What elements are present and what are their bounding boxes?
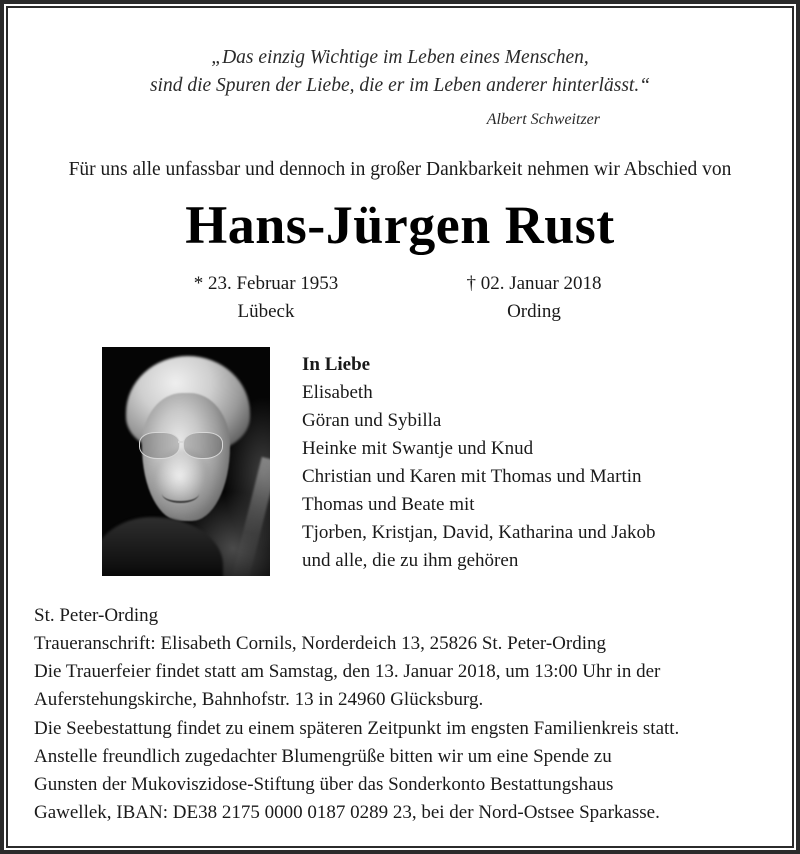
family-line: Heinke mit Swantje und Knud xyxy=(302,437,534,459)
frame-inner-rule xyxy=(6,6,794,848)
detail-line: Anstelle freundlich zugedachter Blumengrüße bitten wir um eine Spende zu xyxy=(34,745,612,767)
birth-date: * 23. Februar 1953 xyxy=(193,273,339,295)
family-line: Tjorben, Kristjan, David, Katharina und Jakob xyxy=(302,521,656,543)
photo-glasses-bridge xyxy=(178,441,185,443)
photo-and-family xyxy=(32,347,768,576)
deceased-name: Hans-Jürgen Rust xyxy=(185,195,615,256)
birth-place: Lübeck xyxy=(237,300,295,322)
life-dates xyxy=(32,270,768,325)
portrait-photo xyxy=(102,347,270,576)
detail-line: Traueranschrift: Elisabeth Cornils, Norderdeich 13, 25826 St. Peter-Ording xyxy=(34,633,606,655)
detail-line: Gunsten der Mukoviszidose-Stiftung über das Sonderkonto Bestattungshaus xyxy=(34,773,614,795)
notice-sheet xyxy=(8,8,792,846)
family-line: Elisabeth xyxy=(302,382,373,404)
photo-cheek-highlight xyxy=(152,450,212,514)
photo-smile xyxy=(162,485,199,503)
family-line: Göran und Sybilla xyxy=(302,410,442,431)
quote-line-1: „Das einzig Wichtige im Leben eines Menschen, xyxy=(211,47,589,68)
death-date: † 02. Januar 2018 xyxy=(466,273,602,295)
funeral-details xyxy=(32,602,768,827)
family-line: Thomas und Beate mit xyxy=(302,493,475,515)
intro-text: Für uns alle unfassbar und dennoch in großer Dankbarkeit nehmen wir Abschied von xyxy=(68,159,732,181)
death-place: Ording xyxy=(507,300,561,322)
memorial-quote xyxy=(32,44,768,99)
death-column xyxy=(446,270,622,325)
detail-line: St. Peter-Ording xyxy=(34,605,159,627)
photo-glasses-left-lens xyxy=(139,432,180,459)
birth-column xyxy=(178,270,354,325)
detail-line: Auferstehungskirche, Bahnhofstr. 13 in 24960 Glücksburg. xyxy=(34,689,484,711)
family-list xyxy=(302,347,656,574)
detail-line: Gawellek, IBAN: DE38 2175 0000 0187 0289 23, bei der Nord-Ostsee Sparkasse. xyxy=(34,801,660,823)
detail-line: Die Trauerfeier findet statt am Samstag, den 13. Januar 2018, um 13:00 Uhr in der xyxy=(34,661,661,683)
photo-glasses-right-lens xyxy=(183,432,224,459)
quote-line-2: sind die Spuren der Liebe, die er im Leben anderer hinterlässt.“ xyxy=(149,74,651,96)
detail-line: Die Seebestattung findet zu einem späteren Zeitpunkt im engsten Familienkreis statt. xyxy=(34,717,680,739)
quote-attribution: Albert Schweitzer xyxy=(486,111,600,129)
family-heading: In Liebe xyxy=(302,354,371,376)
family-line: und alle, die zu ihm gehören xyxy=(302,549,519,571)
family-line: Christian und Karen mit Thomas und Martin xyxy=(302,465,642,487)
frame-gap xyxy=(4,4,796,850)
